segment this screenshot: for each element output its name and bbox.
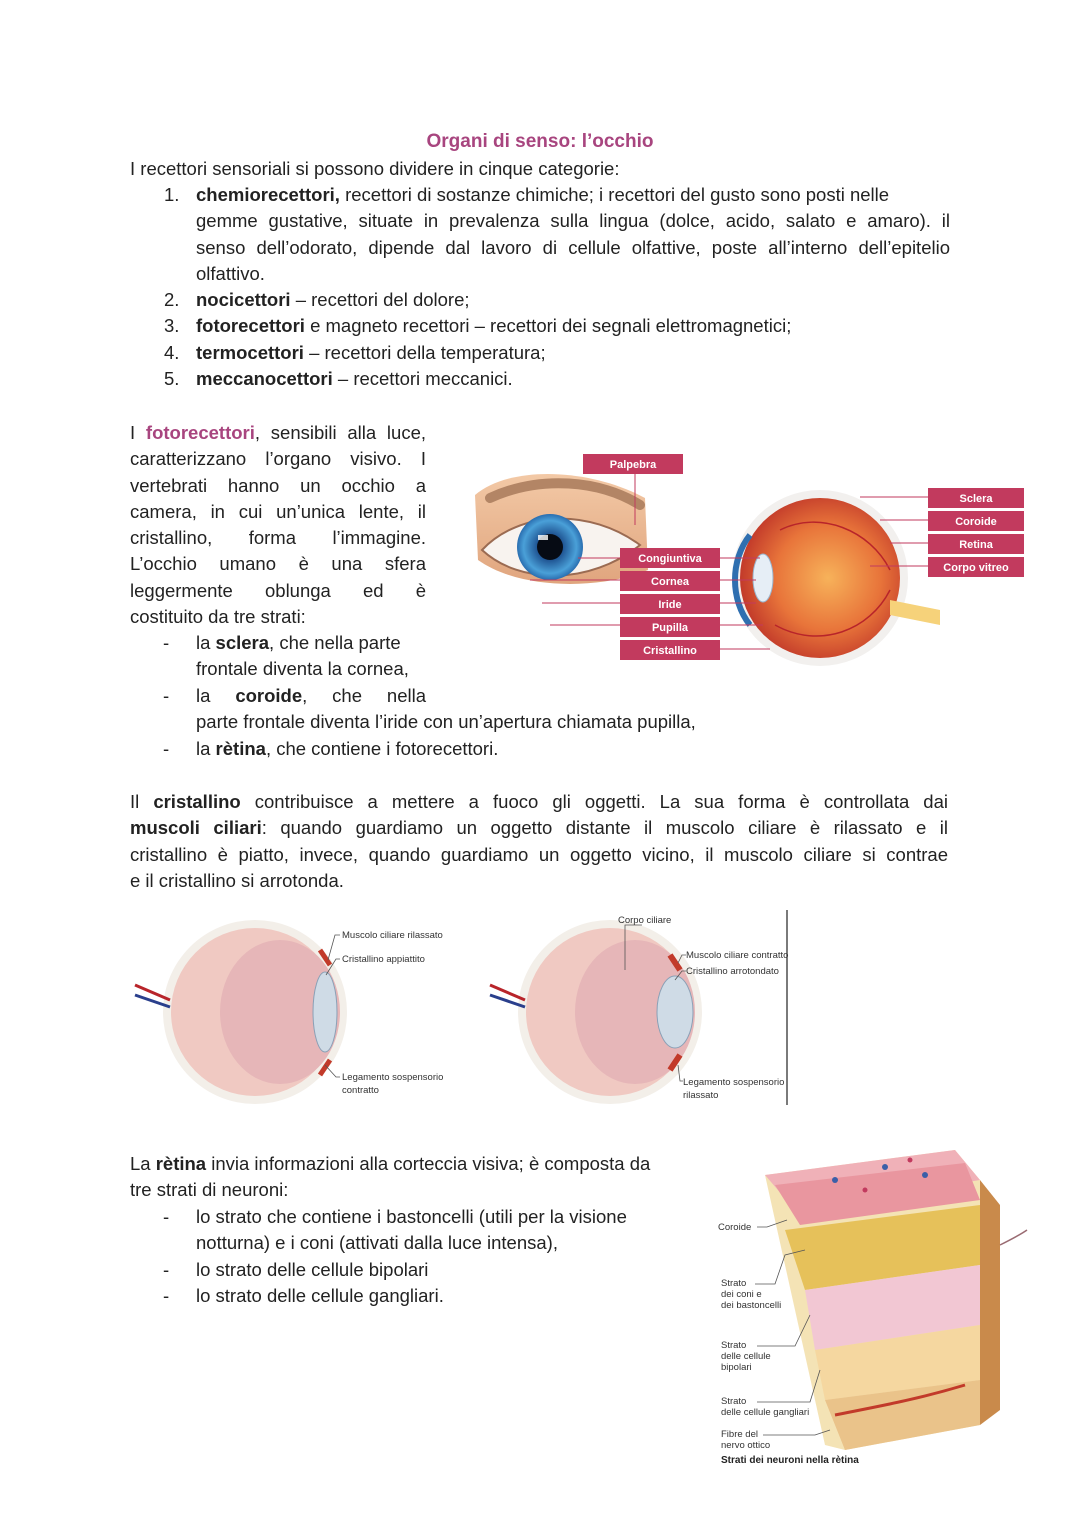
page-title: Organi di senso: l’occhio — [426, 131, 654, 152]
svg-text:Strato: Strato — [721, 1278, 747, 1289]
layer-coroide: - la coroide, che nella parte frontale diventa l’iride con un’apertura chiamata pupilla, — [163, 685, 696, 733]
focus-diagrams — [130, 905, 800, 1115]
svg-text:Strato: Strato — [721, 1340, 747, 1351]
svg-text:Cristallino appiattito: Cristallino appiattito — [342, 954, 425, 965]
label-cornea — [620, 571, 720, 591]
list-item: - lo strato delle cellule bipolari — [163, 1259, 429, 1280]
svg-text:delle cellule: delle cellule — [721, 1351, 771, 1362]
retina-layers-figure — [715, 1145, 1035, 1475]
svg-text:Muscolo ciliare rilassato: Muscolo ciliare rilassato — [342, 930, 443, 941]
label-cristallino — [620, 640, 720, 660]
svg-text:dei coni e: dei coni e — [721, 1289, 762, 1300]
list-item: 3. fotorecettori e magneto recettori – recettori dei segnali elettromagnetici; — [164, 315, 792, 337]
svg-text:Cristallino arrotondato: Cristallino arrotondato — [686, 966, 779, 977]
retina-block — [765, 1150, 1027, 1450]
eye-cross-section — [732, 490, 940, 666]
eye-anatomy-figure — [470, 450, 1030, 670]
svg-text:Palpebra: Palpebra — [609, 459, 657, 471]
list-item: 1. chemiorecettori, recettori di sostanze chimiche; i recettori del gusto sono posti nelle gemme gustative, situate in prevalenza sulla lingua (dolce, acido, salato e amaro). il senso dell’odorato, dipende dal lavoro di cellule olfattive, poste all’interno dell’epitelio olfattivo. — [164, 184, 950, 284]
svg-text:Strato: Strato — [721, 1396, 747, 1407]
intro-text: I recettori sensoriali si possono dividere in cinque categorie: — [130, 158, 620, 179]
cristallino-paragraph: Il cristallino contribuisce a mettere a fuoco gli oggetti. La sua forma è controllata dai muscoli ciliari: quando guardiamo un oggetto distante il muscolo ciliare è rilassato e il cristallino è piatto, invece, quando guardiamo un oggetto vicino, il muscolo ciliare si contrae e il cristallino si arrotonda. — [130, 791, 948, 891]
svg-text:Cristallino: Cristallino — [643, 645, 697, 657]
svg-text:rilassato: rilassato — [683, 1090, 719, 1101]
layer-retina: - la rètina, che contiene i fotorecettori. — [163, 738, 499, 759]
svg-text:Cornea: Cornea — [651, 576, 689, 588]
layer-sclera: - la sclera, che nella parte frontale diventa la cornea, — [163, 632, 409, 680]
svg-text:Sclera: Sclera — [959, 493, 993, 505]
label-sclera — [928, 488, 1024, 508]
svg-text:Corpo ciliare: Corpo ciliare — [618, 915, 672, 926]
svg-text:dei bastoncelli: dei bastoncelli — [721, 1300, 782, 1311]
list-item: 5. meccanocettori – recettori meccanici. — [164, 368, 513, 390]
svg-text:Coroide: Coroide — [718, 1222, 752, 1233]
svg-text:nervo ottico: nervo ottico — [721, 1440, 771, 1451]
svg-text:Fibre del: Fibre del — [721, 1429, 758, 1440]
svg-text:Retina: Retina — [959, 539, 993, 551]
svg-text:Congiuntiva: Congiuntiva — [638, 553, 702, 565]
label-coroide — [928, 511, 1024, 531]
eye-far-focus — [135, 920, 347, 1104]
svg-text:Legamento sospensorio: Legamento sospensorio — [683, 1077, 785, 1088]
svg-text:Coroide: Coroide — [955, 516, 997, 528]
svg-text:Corpo vitreo: Corpo vitreo — [943, 562, 1009, 574]
label-pupilla — [620, 617, 720, 637]
label-congiuntiva — [620, 548, 720, 568]
label-corpo-vitreo — [928, 557, 1024, 577]
svg-text:Legamento sospensorio: Legamento sospensorio — [342, 1072, 444, 1083]
label-iride — [620, 594, 720, 614]
eye-near-focus — [490, 920, 702, 1104]
svg-text:Muscolo ciliare contratto: Muscolo ciliare contratto — [686, 950, 789, 961]
svg-text:Pupilla: Pupilla — [651, 622, 689, 634]
svg-text:Iride: Iride — [658, 599, 682, 611]
retina-paragraph: La rètina invia informazioni alla corteccia visiva; è composta da tre strati di neuroni: — [130, 1153, 651, 1201]
label-palpebra — [583, 454, 683, 474]
svg-text:delle cellule gangliari: delle cellule gangliari — [721, 1407, 810, 1418]
list-item: - lo strato che contiene i bastoncelli (utili per la visione notturna) e i coni (attivati dalla luce intensa), — [163, 1206, 627, 1254]
label-retina — [928, 534, 1024, 554]
list-item: 2. nocicettori – recettori del dolore; — [164, 289, 470, 311]
photoreceptor-paragraph: I fotorecettori, sensibili alla luce, caratterizzano l’organo visivo. I vertebrati hanno un occhio a camera, in cui un’unica lente, il cristallino, forma l’immagine. L’occhio umano è una sfera leggermente oblunga ed è costituito da tre strati: — [130, 422, 427, 628]
svg-text:bipolari: bipolari — [721, 1362, 752, 1373]
list-item: - lo strato delle cellule gangliari. — [163, 1285, 444, 1306]
receptor-list — [130, 182, 950, 392]
list-item: 4. termocettori – recettori della temperatura; — [164, 341, 546, 363]
svg-text:Strati dei neuroni nella rètin: Strati dei neuroni nella rètina — [721, 1455, 859, 1466]
svg-text:contratto: contratto — [342, 1085, 379, 1096]
